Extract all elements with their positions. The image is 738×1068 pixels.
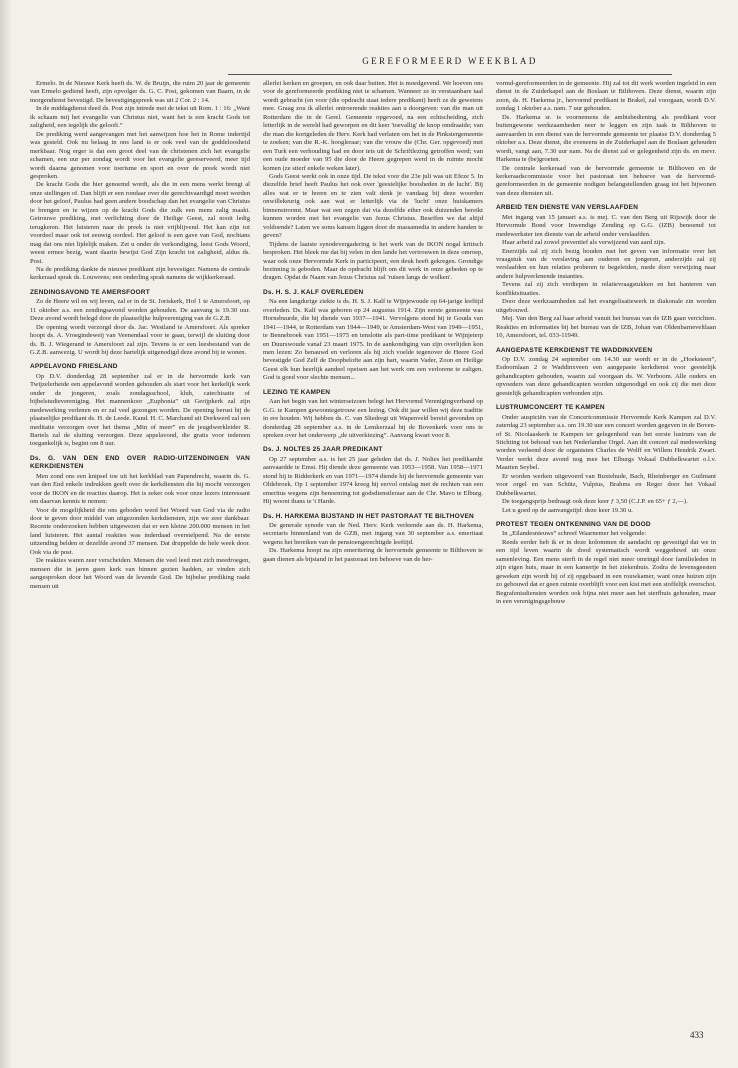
paragraph: Onder auspiciën van de Concertcommissie Hervormde Kerk Kampen zal D.V. zaterdag 23 september a.s. om 19.30 uur een concert worden gegeven in de Boven- of St. Nicolaaskerk te Kampen ter gelegenheid van het eerste lustrum van de Stichting tot behoud van het Nederlandse Orgel. Aan dit concert zal medewerking worden verleend door de organisten Charles de Wolff en Willem Hendrik Zwart. Verder werkt deze avond nog mee het Elburgs Vokaal Dubbelkwartet o.l.v. Maarten Seybel. <box>496 413 716 472</box>
paragraph: Ds. Harkema sr. is voornemens de ambtsbediening als predikant voor buitengewone werkzaamheden neer te leggen en zijn taak te Bilthoven te aanvaarden in een dienst van de hervormde gemeente ter plaatse D.V. donderdag 5 oktober a.s. Deze dienst, die eveneens in de Zuiderkapel aan de Boslaan gehouden wordt, vangt aan, 7.30 uur nam. Na de dienst zal er gelegenheid zijn ds. en mevr. Harkema te (be)groeten. <box>496 113 716 164</box>
paragraph: vormd-gereformeerden in de gemeente. Hij zal tot dit werk worden ingeleid in een dienst in de Zuiderkapel aan de Boslaan te Bilthoven. Deze dienst, waarin zijn zoon, ds. H. Harkema jr., hervormd predikant te Brakel, zal voorgaan, wordt D.V. zondag 1 oktober a.s. nam. 7 uur gehouden. <box>496 80 716 113</box>
paragraph: Enerzijds zal zij zich bezig houden met het geven van informatie over het vraagstuk van de verslaving aan ouderen en jongeren, anderzijds zal zij verslaafden en hun relaties proberen te begeleiden, mede door verwijzing naar andere hulpverlenende instanties. <box>496 247 716 280</box>
section-heading: PROTEST TEGEN ONTKENNING VAN DE DOOD <box>496 521 651 529</box>
paragraph: Aan het begin van het winterseizoen belegt het Hervormd Verenigingverband op G.G. te Kampen gewoontegetrouw een lezing. Ook dit jaar willen wij deze traditie in ere houden. Wij hebben ds. C. van Sliedregt uit Wapenveld bereid gevonden op donderdag 28 september a.s. in de Lemkerzaal bij de Bovenkerk voor ons te spreken over het onderwerp „de uitverkiezing”. Aanvang kwart voor 8. <box>263 398 483 440</box>
paragraph: Tevens zal zij zich verdiepen in relatievraagstukken en het hanteren van konfliktsituaties. <box>496 281 716 297</box>
paragraph: De prediking werd aangevangen met het aanwijzen hoe het in Rome indertijd was gesteld. Ook nu belaag in ons land is er ook veel van de goddeloosheid merkbaar. Nog erger is dat een groot deel van de christenen zich het evangelie schamen, een uur per zondag wordt voor het evangelie gereserveerd, meer tijd wordt daarna genomen voor toerisme en sport en over de preek wordt niet gesproken. <box>30 130 250 180</box>
section-heading: LUSTRUMCONCERT TE KAMPEN <box>496 404 605 412</box>
paragraph: In „Eilandesnieuws” schreef Waarnemer het volgende: <box>502 530 647 538</box>
paragraph: Met ingang van 15 januari a.s. is mej. C. van den Berg uit Rijswijk door de Hervormde Bond voor Inwendige Zending op G.G. (IZB) benoemd tot medewerkster ten dienste van de arbeid onder verslaafden. <box>496 213 716 238</box>
paragraph: In de middagdienst deed ds. Post zijn intrede met de tekst uit Rom. 1 : 16: „Want ik schaam mij het evangelie van Christus niet, want het is een kracht Gods tot zaligheid, een iegelijk die gelooft.” <box>30 105 250 130</box>
paragraph: Voor de mogelijkheid die ons geboden werd het Woord van God via de radio door te geven door middel van uitgezonden kerkdiensten, zijn we zeer dankbaar. Recente onderzoeken hebben uitgewezen dat er een kleine 200.000 mensen in het land luisteren. Het aantal reakties was inderdaad overstelpend. Na de eerste uitzending belden er dezelfde avond 37 mensen. Dat druppelde de hele week door. Ook via de post. <box>30 506 250 556</box>
header-rule <box>228 74 672 75</box>
column-middle <box>263 80 483 1030</box>
paragraph: De opening wordt verzorgd door ds. Jac. Westland te Amersfoort. Als spreker hoopt ds. A. Vroegindeweij van Veenendaal voor te gaan, terwijl de sluiting door ds. B. J. Wiegerand te Amersfoort zal zijn. Tevens is er een leesbestand van de G.Z.B. aanwezig. U wordt bij deze hartelijk uitgenodigd deze avond bij te wonen. <box>30 323 250 356</box>
paragraph: Men zond ons een knipsel toe uit het kerkblad van Papendrecht, waarin ds. G. van den End enkele indrukken geeft over de kerkdiensten die hij mocht verzorgen voor de IKON en de reacties daarop. Het is zeker ook voor onze lezers interessant om daarvan kennis te nemen: <box>30 472 250 506</box>
paragraph: Op D.V. zondag 24 september om 14.30 uur wordt er in de „Hoeksteen”, Esdoornlaan 2 te Waddinxveen een aangepaste kerkdienst voor geestelijk gehandicapten gehouden, waarin zal voorgaan ds. W. Verboom. Alle ouders en opvoeders van deze gehandicapten worden uitgenodigd en ook zij die met deze geestelijk gehandicapten verbonden zijn. <box>496 355 716 397</box>
paragraph: Er worden werken uitgevoerd van Buxtehude, Bach, Rheinberger en Guilmant voor orgel en van Schütz, Vulpius, Brahms en Reger door het Vokaal Dubbelkwartet. <box>496 472 716 497</box>
paragraph: Door deze werkzaamheden zal het evangelisatiewerk in diakonale zin worden uitgebouwd. <box>496 298 716 314</box>
paragraph: Ermelo. In de Nieuwe Kerk heeft ds. W. de Bruijn, die ruim 20 jaar de gemeente van Ermelo gediend heeft, zijn opvolger ds. G. C. Post, gekomen van Baarn, in de morgendienst bevestigd. De bevestigingspreek was uit 2 Cor. 2 : 14. <box>30 80 250 104</box>
paragraph: Gods Geest werkt ook in onze tijd. De tekst voor die 23e juli was uit Efeze 5. In diezelfde brief heeft Paulus het ook over 'geestelijke boosheden in de lucht'. Bij alles wat er te horen en te zien valt denk je vandaag bij deze woorden onwillekeurig ook aan wat er letterlijk via de 'lucht' onze huiskamers binnenstroomt. Maar wat een zegen dat via dezelfde ether ook duizenden bereikt kunnen worden met het evangelie van Jezus Christus. Beseffen we dat altijd voldoende? Laten we soms kansen liggen door de massamedia in andere handen te geven? <box>263 172 483 240</box>
page-binding-edge <box>0 0 12 1068</box>
paragraph: Ds. Harkema hoopt na zijn emeritering de hervormde gemeente te Bilthoven te gaan dienen als bijstand in het pastoraat ten behoeve van de her- <box>263 547 483 563</box>
paragraph: Na een langdurige ziekte is ds. H. S. J. Kalf te Wijnjewoude op 64-jarige leeftijd overleden. Ds. Kalf was geboren op 24 augustus 1914. Zijn eerste gemeente was Hornsbuurde, die hij diende van 1937—1941. Vervolgens stond hij te Gouda van 1941—1944, te Rotterdam van 1944—1949, te Amsterdam-West van 1949—1951, te Bennebroek van 1951—1975 en tenslotte als part-time predikant te Wijnjeterp en Duurswoude vanaf 23 maart 1975. In de aankondiging van zijn overlijden kon men lezen: Zo benauwd en verloren als hij zich voelde tegenover de Heere God bevestigde God Zelf de Doopbelofte aan zijn hart, waarin Vader, Zoon en Heilige Geest elk hun heerlijk aandeel opeisen aan het werk om een verlorene te zaligen. God is goed voor slechte mensen... <box>263 298 483 382</box>
paragraph: Op D.V. donderdag 28 september zal er in de hervormde kerk van Twijzelerheide een appelavond worden gehouden als start voor het kerkelijk werk onder de jongeren, zoals zondagsschool, klub, catechisatie of bijbelstudievereniging. Het mannenkoor „Euphonia” uit Gerijpkerk zal zijn medewerking verlenen en er zal veel gezongen worden. De opening berust bij de plaatselijke predikant ds. H. de Leede. Kand. H. C. Marchand uit Dorkwerd zal een meditatie verzorgen over het thema „Min of meer” en de jeugdwerkleider R. Bartels zal de sluiting verzorgen. Deze appelavond, die gratis voor iedereen toegankelijk is, begint om 8 uur. <box>30 372 250 448</box>
paragraph: Op 27 september a.s. is het 25 jaar geleden dat ds. J. Noltes het predikambt aanvaardde te Emst. Hij diende deze gemeente van 1953—1958. Van 1958—1971 stond hij te Ridderkerk en van 1971—1974 diende hij de hervormde gemeente van Oldebroek. Op 1 september 1974 kreeg hij eervol ontslag met de rechten van een emeritus wegens zijn benoeming tot godsdienstleraar aan de Chr. Mavo te Elburg. Hij woont thans te 't Harde. <box>263 455 483 506</box>
running-header: GEREFORMEERD WEEKBLAD <box>362 56 538 66</box>
paragraph: De reakties waren zeer verscheiden. Mensen die veel leed met zich meedroegen, mensen die in jaren geen kerk van binnen gezien hadden, ze vinden zich aangesproken door het Woord van de levende God. De bijbelse prediking raakt mensen uit <box>30 557 250 590</box>
section-heading: ZENDINGSAVOND TE AMERSFOORT <box>30 288 150 296</box>
section-heading: Ds. G. VAN DEN END OVER RADIO-UITZENDINGEN VAN KERKDIENSTEN <box>30 454 250 471</box>
column-left <box>30 80 250 1030</box>
paragraph: Mej. Van den Berg zal haar arbeid vanuit het bureau van de IZB gaan verrichten. Reakties en informaties bij het bureau van de IZB, Johan van Oldenbarneveltlaan 10, Amersfoort, tel. 033-11949. <box>496 315 716 340</box>
section-heading: Ds. H. S. J. KALF OVERLEDEN <box>263 288 364 296</box>
paragraph: Haar arbeid zal zowel preventief als verwijzend van aard zijn. <box>502 239 666 247</box>
paragraph: Reeds eerder heb ik er in deze kolommen de aandacht op gevestigd dat we in een tijd leven waarin de dood systematisch wordt weggeduwd uit onze samenleving. Een mens sterft in de regel niet meer omringd door familieleden in zijn eigen huis, maar in een kamertje in het ziekenhuis. Zodra de levensgeesten geweken zijn wordt hij of zij opgebaard in een rouwkamer, want onze huizen zijn zo gebouwd dat er geen ruimte overblijft voor een kist met een stoffelijk overschot. Begrafenisdiensten worden ook bijna niet meer aan het sterfhuis gehouden, maar in een verenigingsgebouw <box>496 538 716 606</box>
section-heading: AANGEPASTE KERKDIENST TE WADDINXVEEN <box>496 346 653 354</box>
paragraph: Zo de Heere wil en wij leven, zal er in de St. Joriskerk, Hof 1 te Amersfoort, op 11 oktober a.s. een zendingsavond worden gehouden. De aanvang is 19.30 uur. Deze avond wordt belegd door de plaatselijke hulpvereniging van de G.Z.B. <box>30 298 250 323</box>
paragraph: De toegangsprijs bedraagt ook deze keer ƒ 3,50 (C.J.P. en 65+ ƒ 2,—). <box>502 498 688 506</box>
section-heading: Ds. H. HARKEMA BIJSTAND IN HET PASTORAAT TE BILTHOVEN <box>263 512 474 520</box>
paragraph: De centrale kerkeraad van de hervormde gemeente te Bilthoven en de kerkeraadscommissie voor het pastoraat ten behoeve van de hervormd-gereformeerden in de gemeente nodigen belangstellenden graag tot het bijwonen van deze diensten uit. <box>496 164 716 197</box>
column-right <box>496 80 716 1030</box>
section-heading: LEZING TE KAMPEN <box>263 388 331 396</box>
section-heading: APPELAVOND FRIESLAND <box>30 363 118 371</box>
paragraph: De kracht Gods die hier genoemd wordt, als die in een mens werkt brengt al onze stellingen of. Dan blijft er een rondaar over die gerechtvaardigd moet worden door het geloof, Paulus had geen andere boodschap dan het evangelie van Christus te brengen en te wijzen op de kracht Gods die zulk een mens zalig maakt. Getrouwe prediking, met verlichting door de Heilige Geest, zal nooit ledig terugkeren. Het luisteren naar de preek is niet vrijblijvend. Het kan zijn tot voordeel maar ook tot eeuwig oordeel. Het geloof is een gave van God, nochtans mag dat ons niet lijdelijk maken. Zet u onder de verkondiging, leest Gods Woord, weest ermee bezig, want daarin bewijst God Zijn kracht tot zaligheid, aldus ds. Post. <box>30 181 250 265</box>
paragraph: Let u goed op de aanvangstijd: deze keer 19.30 u. <box>502 506 633 514</box>
paragraph: allerlei kerken en groepen, en ook daar buiten. Het is moedgevend. We hoeven ons voor de gereformeerde prediking niet te schamen. Wanneer ze in verstaanbare taal wordt gebracht (en voor (die opdracht staat iedere predikant) heeft ze de gewetens mee. Graag zou ik allerlei ontroerende reakties aan u doorgeven: van die man uit Rotterdam die in de Gerel. Gemeente opgevoed, na een echtscheiding, zich letterlijk in de wereld had geworpen en dit keer 'toevallig' de knop omdraaide; van die man die kortgeleden de Herv. Kerk had verlaten om het in de Pinkstergemeente te zoeken; van die R.-K. hoogleraar; van die vrouw die (Chr. Ger. opgevoed) met een Turk een verhouding had en door iets uit de Schriftlezing getroffen werd; van een oude moeder van 95 die door de Heere gegrepen werd in de ruimte mocht komen (ze stierf enkele weken later). <box>263 80 483 172</box>
page-number: 433 <box>690 1030 704 1040</box>
section-heading: ARBEID TEN DIENSTE VAN VERSLAAFDEN <box>496 204 639 212</box>
article-columns <box>30 80 716 1030</box>
section-heading: Ds. J. NOLTES 25 JAAR PREDIKANT <box>263 446 383 454</box>
paragraph: Tijdens de laatste synodevergadering is het werk van de IKON nogal kritisch besproken. Het bleek me dat bij velen in den lande het vertrouwen in deze omroep, waar ook onze Hervormde Kerk in participeert, een deuk heeft gekregen. Grondige bezinning is geboden. Maar de opdracht blijft om dit werk in onze gebeden op te dragen. Opdat de Naam van Jezus Christus zal 'ruisen langs de wolken'. <box>263 240 483 282</box>
paragraph: Na de prediking dankte de nieuwe predikant zijn bevestiger. Namens de centrale kerkeraad sprak ds. Louwrens; een onderling sprak namens de wijkkerkeraad. <box>30 265 250 282</box>
paragraph: De generale synode van de Ned. Herv. Kerk verleende aan ds. H. Harkema, secretaris binnenland van de GZB, met ingang van 30 september a.s. emeritaat wegens het bereiken van de pensioengerechtigde leeftijd. <box>263 522 483 546</box>
